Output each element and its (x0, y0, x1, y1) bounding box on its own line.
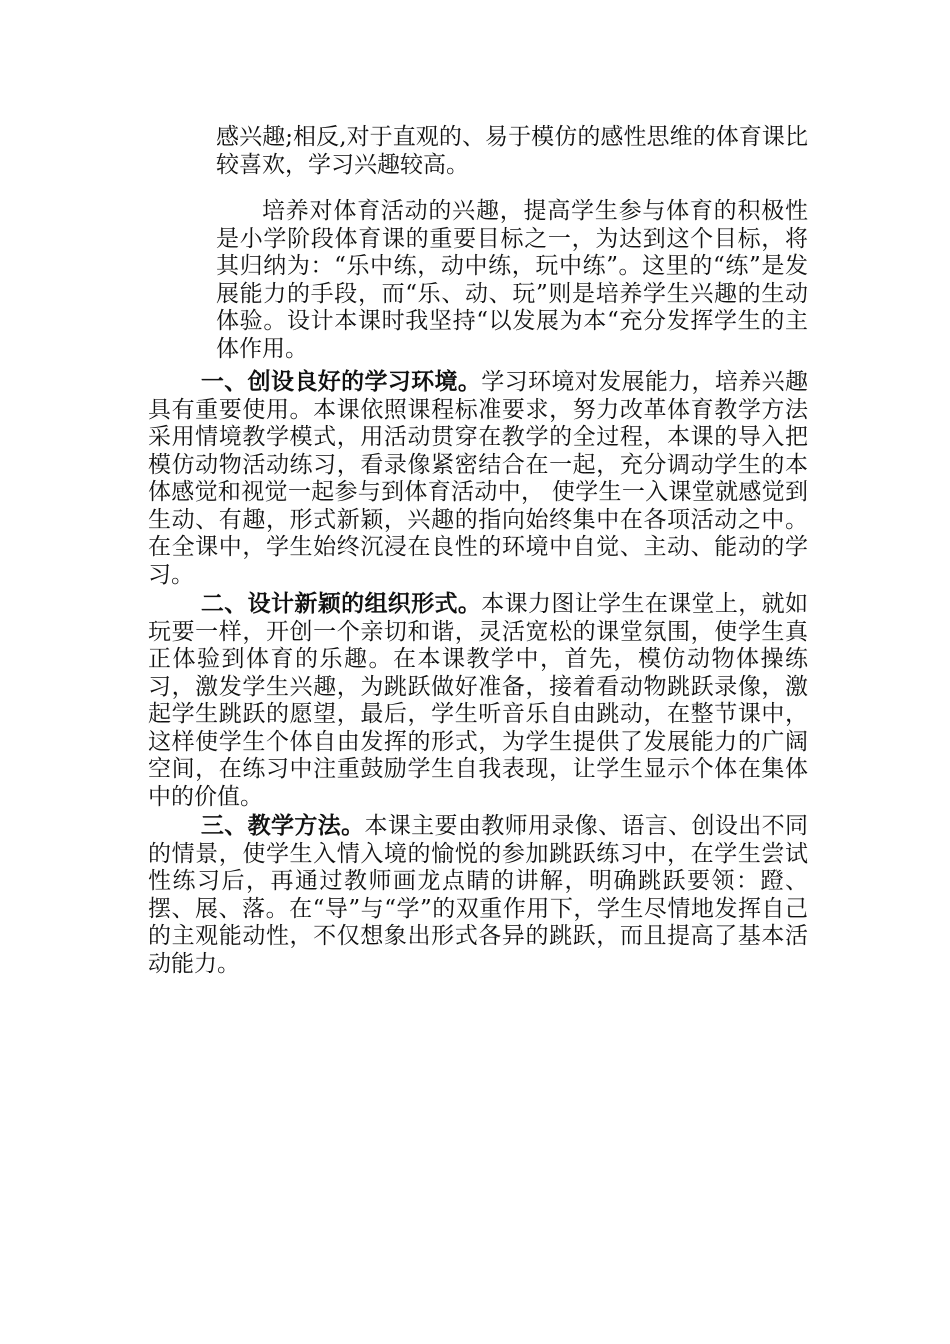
section-teaching-method (148, 812, 808, 978)
section-body: 本课主要由教师用录像、语言、创设出不同的情景，使学生入情入境的愉悦的参加跳跃练习中，在学生尝试性练习后，再通过教师画龙点睛的讲解，明确跳跃要领：蹬、摆、展、落。在“导”与“学”的双重作用下，学生尽情地发挥自己的主观能动性，不仅想象出形式各异的跳跃，而且提高了基本活动能力。 (148, 813, 809, 977)
section-heading: 三、教学方法。 (200, 812, 365, 839)
paragraph-interest-continuation: 感兴趣;相反,对于直观的、易于模仿的感性思维的体育课比较喜欢，学习兴趣较高。 (216, 124, 808, 178)
section-learning-environment (148, 368, 808, 589)
section-body: 本课力图让学生在课堂上，就如玩要一样，开创一个亲切和谐，灵活宽松的课堂氛围，使学生真正体验到体育的乐趣。在本课教学中，首先，模仿动物体操练习，激发学生兴趣，为跳跃做好准备，接着看动物跳跃录像，激起学生跳跃的愿望，最后，学生听音乐自由跳动，在整节课中，这样使学生个体自由发挥的形式，为学生提供了发展能力的广阔空间，在练习中注重鼓励学生自我表现，让学生显示个体在集体中的价值。 (148, 591, 809, 810)
section-body: 学习环境对发展能力，培养兴趣具有重要使用。本课依照课程标准要求，努力改革体育教学方法采用情境教学模式，用活动贯穿在教学的全过程，本课的导入把模仿动物活动练习，看录像紧密结合在一起，充分调动学生的本体感觉和视觉一起参与到体育活动中， 使学生一入课堂就感觉到生动、有趣，形式新颖，兴趣的指向始终集中在各项活动之中。在全课中，学生始终沉浸在良性的环境中自觉、主动、能动的学习。 (148, 369, 809, 588)
section-organization-form (148, 590, 808, 811)
section-heading: 二、设计新颖的组织形式。 (200, 590, 482, 617)
section-heading: 一、创设良好的学习环境。 (200, 368, 482, 395)
paragraph-training-goals: 培养对体育活动的兴趣，提高学生参与体育的积极性是小学阶段体育课的重要目标之一，为达到这个目标，将其归纳为：“乐中练，动中练，玩中练”。这里的“练”是发展能力的手段，而“乐、动、玩”则是培养学生兴趣的生动体验。设计本课时我坚持“以发展为本“充分发挥学生的主体作用。 (216, 198, 808, 362)
